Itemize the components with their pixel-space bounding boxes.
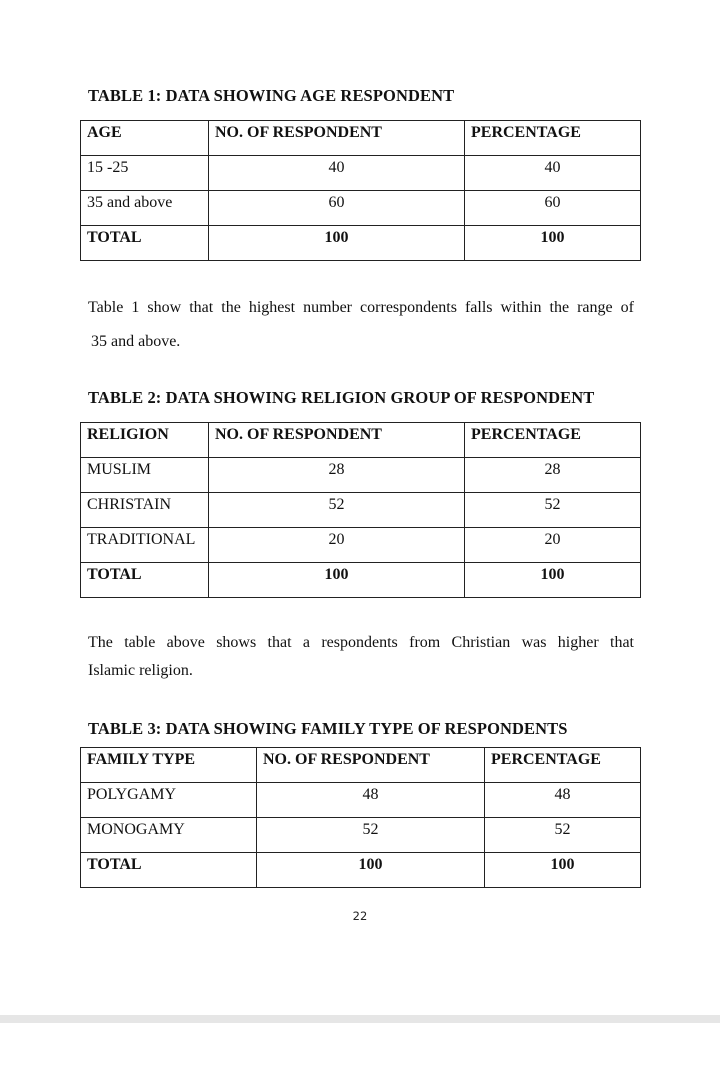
viewer-background xyxy=(0,1023,720,1069)
table-cell: TOTAL xyxy=(81,853,257,888)
table3-caption: TABLE 3: DATA SHOWING FAMILY TYPE OF RESPONDENTS xyxy=(88,719,568,738)
table-cell: 15 -25 xyxy=(81,156,209,191)
table-cell: 40 xyxy=(209,156,465,191)
paragraph-2-line2: Islamic religion. xyxy=(88,662,193,679)
table3 xyxy=(80,747,641,888)
table2 xyxy=(80,422,641,598)
table-cell: 100 xyxy=(209,226,465,261)
table-cell: 20 xyxy=(465,528,641,563)
header-cell: NO. OF RESPONDENT xyxy=(257,748,485,783)
table1-caption: TABLE 1: DATA SHOWING AGE RESPONDENT xyxy=(88,86,455,105)
table-cell: 100 xyxy=(485,853,641,888)
table2-caption: TABLE 2: DATA SHOWING RELIGION GROUP OF RESPONDENT xyxy=(88,388,595,407)
table-cell: 100 xyxy=(465,563,641,598)
table-cell: 100 xyxy=(465,226,641,261)
table-cell: 60 xyxy=(209,191,465,226)
table-cell: 40 xyxy=(465,156,641,191)
table-cell: CHRISTAIN xyxy=(81,493,209,528)
header-cell: NO. OF RESPONDENT xyxy=(209,423,465,458)
table-cell: 100 xyxy=(257,853,485,888)
table-cell: POLYGAMY xyxy=(81,783,257,818)
table-cell: 100 xyxy=(209,563,465,598)
table-cell: 52 xyxy=(209,493,465,528)
table-total-row xyxy=(81,563,641,598)
table-total-row xyxy=(81,853,641,888)
table-row xyxy=(81,191,641,226)
paragraph-2 xyxy=(88,629,634,685)
table-row xyxy=(81,783,641,818)
table-cell: 52 xyxy=(485,818,641,853)
table-cell: TRADITIONAL xyxy=(81,528,209,563)
table-cell: MUSLIM xyxy=(81,458,209,493)
page-number: 22 xyxy=(352,909,368,923)
table-cell: 52 xyxy=(257,818,485,853)
header-cell: AGE xyxy=(81,121,209,156)
table-cell: 20 xyxy=(209,528,465,563)
viewer-divider xyxy=(0,1015,720,1023)
paragraph-1 xyxy=(88,291,634,359)
table-cell: 28 xyxy=(465,458,641,493)
table-cell: 60 xyxy=(465,191,641,226)
table-header-row xyxy=(81,423,641,458)
table-row xyxy=(81,156,641,191)
table-row xyxy=(81,818,641,853)
header-cell: PERCENTAGE xyxy=(465,423,641,458)
header-cell: RELIGION xyxy=(81,423,209,458)
paragraph-2-line1: The table above shows that a respondents from Christian was higher that xyxy=(88,634,634,651)
table-row xyxy=(81,528,641,563)
table-cell: 48 xyxy=(257,783,485,818)
table-cell: 35 and above xyxy=(81,191,209,226)
header-cell: PERCENTAGE xyxy=(485,748,641,783)
table-total-row xyxy=(81,226,641,261)
header-cell: FAMILY TYPE xyxy=(81,748,257,783)
header-cell: PERCENTAGE xyxy=(465,121,641,156)
paragraph-1-line1: Table 1 show that the highest number correspondents falls within the range of xyxy=(88,299,634,316)
table-cell: 28 xyxy=(209,458,465,493)
header-cell: NO. OF RESPONDENT xyxy=(209,121,465,156)
table1 xyxy=(80,120,641,261)
table-row xyxy=(81,493,641,528)
paragraph-1-line2: 35 and above. xyxy=(91,333,181,350)
table-cell: TOTAL xyxy=(81,563,209,598)
table-row xyxy=(81,458,641,493)
table-cell: MONOGAMY xyxy=(81,818,257,853)
table-cell: 48 xyxy=(485,783,641,818)
table-cell: TOTAL xyxy=(81,226,209,261)
table-cell: 52 xyxy=(465,493,641,528)
table-header-row xyxy=(81,121,641,156)
table-header-row xyxy=(81,748,641,783)
